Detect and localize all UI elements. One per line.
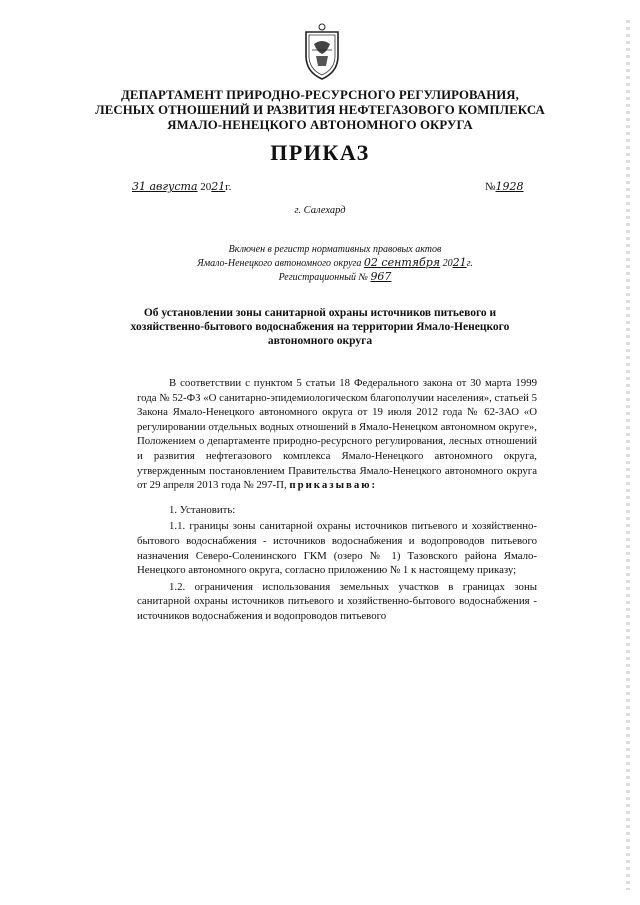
handwritten-year: 21 xyxy=(211,180,226,193)
registration-stamp xyxy=(175,243,495,284)
coat-of-arms-emblem xyxy=(300,22,344,82)
item-1: 1. Установить: xyxy=(169,503,236,516)
registration-year-suffix: г. xyxy=(466,258,473,269)
order-date xyxy=(132,180,231,193)
registration-year-prefix: 20 xyxy=(442,258,453,269)
registration-number-label: Регистрационный № xyxy=(278,272,368,283)
order-number xyxy=(485,180,524,193)
order-subject xyxy=(95,306,545,348)
preamble-text: В соответствии с пунктом 5 статьи 18 Федерального закона от 30 марта 1999 года № 52-ФЗ «О санитарно-эпидемиологическом благополучии населения», статьей 5 Закона Ямало-Ненецкого автономного округа от 19 июля 2012 года № 62-ЗАО «О регулировании отдельных водных отношений в Ямало-Ненецком автономном округе», Положением о департаменте природно-ресурсного регулирования, лесных отношений и развития нефтегазового комплекса Ямало-Ненецкого автономного округа, утвержденным постановлением Правительства Ямало-Ненецкого автономного округа от 29 апреля 2013 года № 297-П, xyxy=(137,377,538,492)
item-1-2: 1.2. ограничения использования земельных участков в границах зоны санитарной охраны источников питьевого и хозяйственно-бытового водоснабжения - источников водоснабжения и водопроводов питьевого xyxy=(137,580,537,622)
registration-line-3 xyxy=(175,270,495,284)
registration-handwritten-date: 02 сентября xyxy=(363,256,441,269)
order-word: приказываю: xyxy=(289,479,378,492)
year-suffix: г. xyxy=(225,181,232,193)
subject-line-1: Об установлении зоны санитарной охраны источников питьевого и xyxy=(143,307,497,319)
year-prefix: 20 xyxy=(200,181,212,193)
document-title: ПРИКАЗ xyxy=(270,140,370,165)
handwritten-date: 31 августа xyxy=(132,180,198,193)
item-1-1: 1.1. границы зоны санитарной охраны источников питьевого и хозяйственно-бытового водоснабжения - источников водоснабжения и водопроводов питьевого назначения Северо-Соленинского ГКМ (озеро № 1) Тазовского района Ямало-Ненецкого автономного округа, согласно приложению № 1 к настоящему приказу; xyxy=(137,520,537,577)
registration-line-2 xyxy=(175,256,495,270)
department-name xyxy=(95,88,545,133)
number-prefix: № xyxy=(485,181,496,193)
registration-region: Ямало-Ненецкого автономного округа xyxy=(197,258,362,269)
department-line-2: ЛЕСНЫХ ОТНОШЕНИЙ И РАЗВИТИЯ НЕФТЕГАЗОВОГО КОМПЛЕКСА xyxy=(95,103,545,117)
department-line-3: ЯМАЛО-НЕНЕЦКОГО АВТОНОМНОГО ОКРУГА xyxy=(167,118,473,132)
registration-handwritten-number: 967 xyxy=(370,270,392,283)
subject-line-2: хозяйственно-бытового водоснабжения на территории Ямало-Ненецкого xyxy=(130,321,510,333)
preamble-paragraph xyxy=(137,376,537,493)
registration-handwritten-year: 21 xyxy=(452,256,467,269)
handwritten-number: 1928 xyxy=(495,180,524,193)
order-body xyxy=(137,376,537,624)
city: г. Салехард xyxy=(294,205,346,216)
registration-line-1: Включен в регистр нормативных правовых актов xyxy=(228,244,442,255)
department-line-1: ДЕПАРТАМЕНТ ПРИРОДНО-РЕСУРСНОГО РЕГУЛИРОВАНИЯ, xyxy=(121,88,519,102)
subject-line-3: автономного округа xyxy=(267,335,373,347)
